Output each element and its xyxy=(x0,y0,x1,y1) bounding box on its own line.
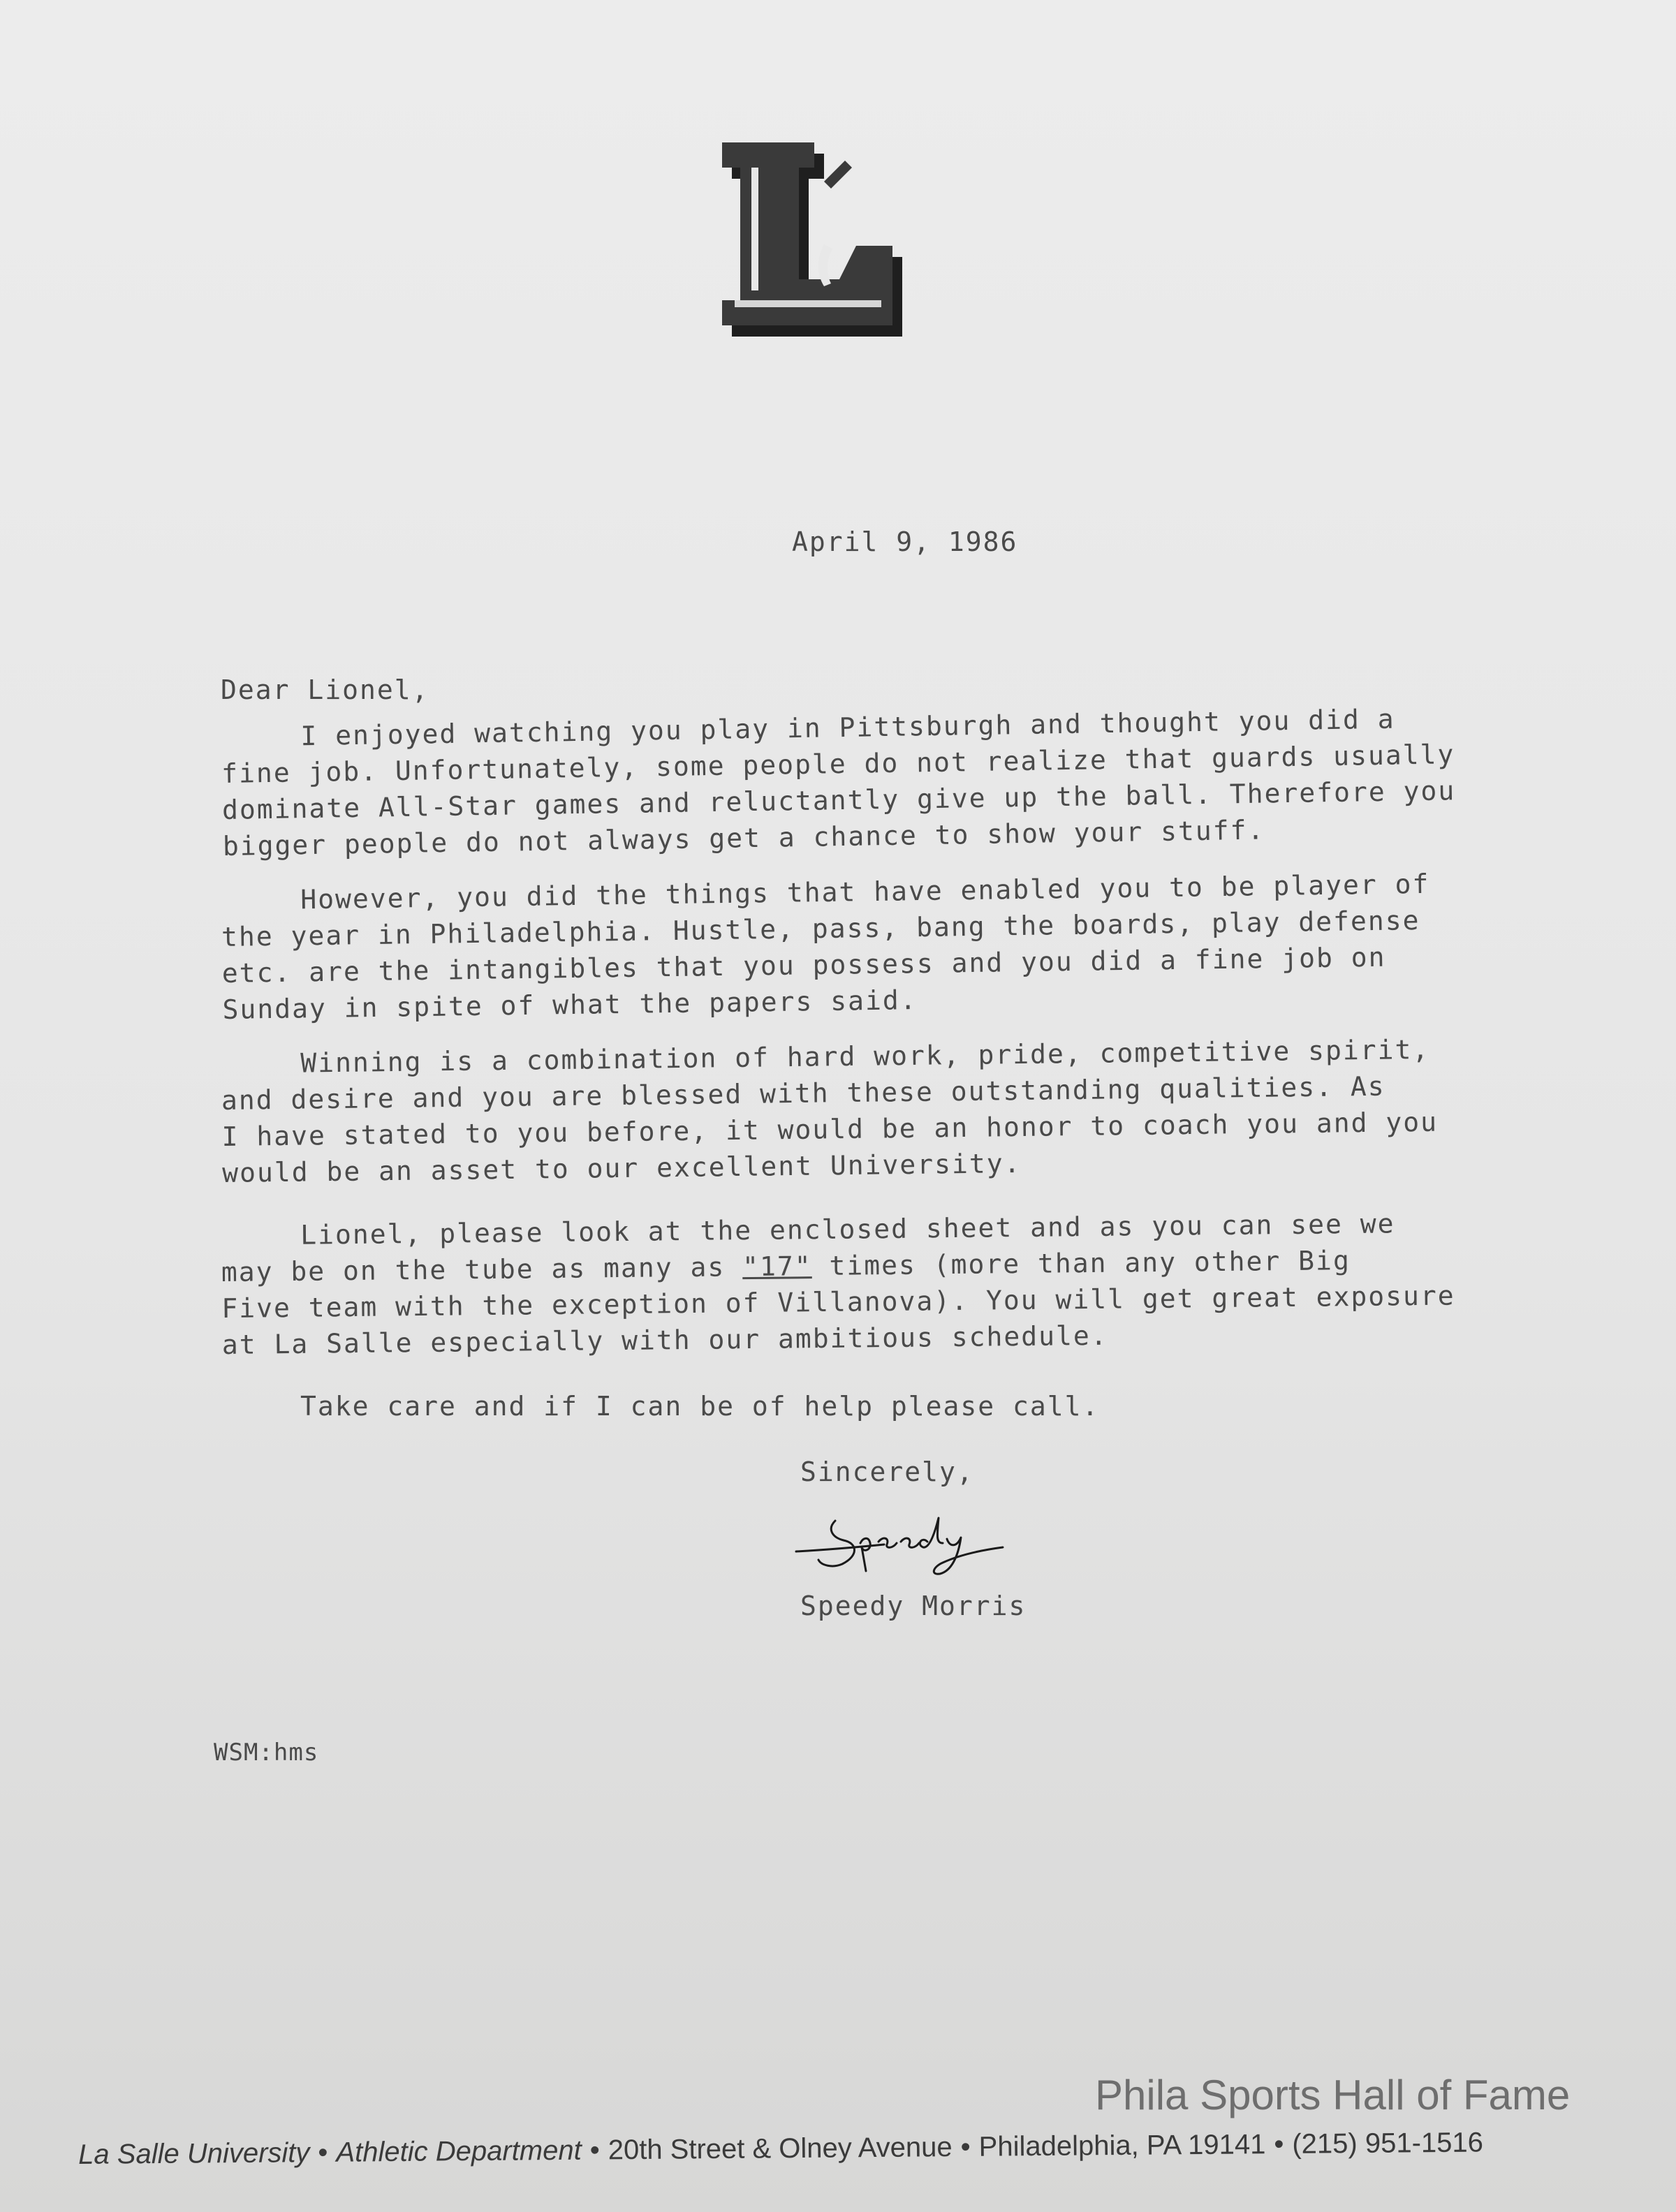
text-line: fine job. Unfortunately, some people do not realize that guards usually xyxy=(221,739,1455,789)
footer-separator: • xyxy=(1274,2128,1284,2160)
footer-address: 20th Street & Olney Avenue xyxy=(608,2132,953,2166)
letterhead-footer xyxy=(78,2127,1483,2171)
text-segment: times (more than any other Big xyxy=(811,1245,1351,1282)
signer-name: Speedy Morris xyxy=(800,1591,1027,1621)
la-salle-l-logo xyxy=(719,140,912,338)
paragraph-5 xyxy=(221,1388,1422,1424)
footer-separator: • xyxy=(318,2137,328,2169)
text-line: I have stated to you before, it would be an honor to coach you and you xyxy=(221,1106,1439,1152)
text-line: Sunday in spite of what the papers said. xyxy=(222,985,918,1025)
text-line: Five team with the exception of Villanova). You will get great exposure xyxy=(221,1280,1455,1324)
paragraph-1 xyxy=(221,700,1456,864)
text-line: Winning is a combination of hard work, pride, competitive spirit, xyxy=(300,1033,1430,1079)
handwritten-signature xyxy=(793,1501,1045,1578)
text-line: Lionel, please look at the enclosed sheet and as you can see we xyxy=(300,1208,1395,1251)
text-line: dominate All-Star games and reluctantly give up the ball. Therefore you xyxy=(221,775,1456,825)
paragraph-4 xyxy=(221,1205,1455,1363)
paragraph-2 xyxy=(221,866,1430,1028)
salutation: Dear Lionel, xyxy=(221,674,429,705)
closing: Sincerely, xyxy=(800,1457,974,1487)
text-line: bigger people do not always get a chance to show your stuff. xyxy=(222,814,1265,862)
text-line: would be an asset to our excellent University. xyxy=(221,1148,1022,1188)
footer-city: Philadelphia, PA 19141 xyxy=(978,2129,1266,2162)
watermark: Phila Sports Hall of Fame xyxy=(1095,2072,1571,2118)
footer-phone: (215) 951-1516 xyxy=(1292,2127,1484,2160)
paragraph-3 xyxy=(221,1031,1439,1191)
footer-university: La Salle University xyxy=(78,2137,310,2170)
footer-department: Athletic Department xyxy=(336,2134,582,2168)
text-line: However, you did the things that have enabled you to be player of xyxy=(300,868,1430,915)
letter-date: April 9, 1986 xyxy=(792,526,1018,557)
text-line: the year in Philadelphia. Hustle, pass, bang the boards, play defense xyxy=(221,905,1420,952)
footer-separator: • xyxy=(589,2134,600,2166)
text-line: I enjoyed watching you play in Pittsburgh and thought you did a xyxy=(300,703,1395,752)
underlined-count: "17" xyxy=(742,1251,812,1283)
text-line: at La Salle especially with our ambitious schedule. xyxy=(221,1320,1108,1360)
text-segment: may be on the tube as many as xyxy=(221,1251,743,1288)
text-line: etc. are the intangibles that you possess and you did a fine job on xyxy=(221,941,1386,989)
text-line: Take care and if I can be of help please call. xyxy=(300,1391,1100,1422)
text-line: and desire and you are blessed with these outstanding qualities. As xyxy=(221,1070,1385,1116)
reference-initials: WSM:hms xyxy=(214,1739,319,1767)
footer-separator: • xyxy=(960,2131,971,2162)
